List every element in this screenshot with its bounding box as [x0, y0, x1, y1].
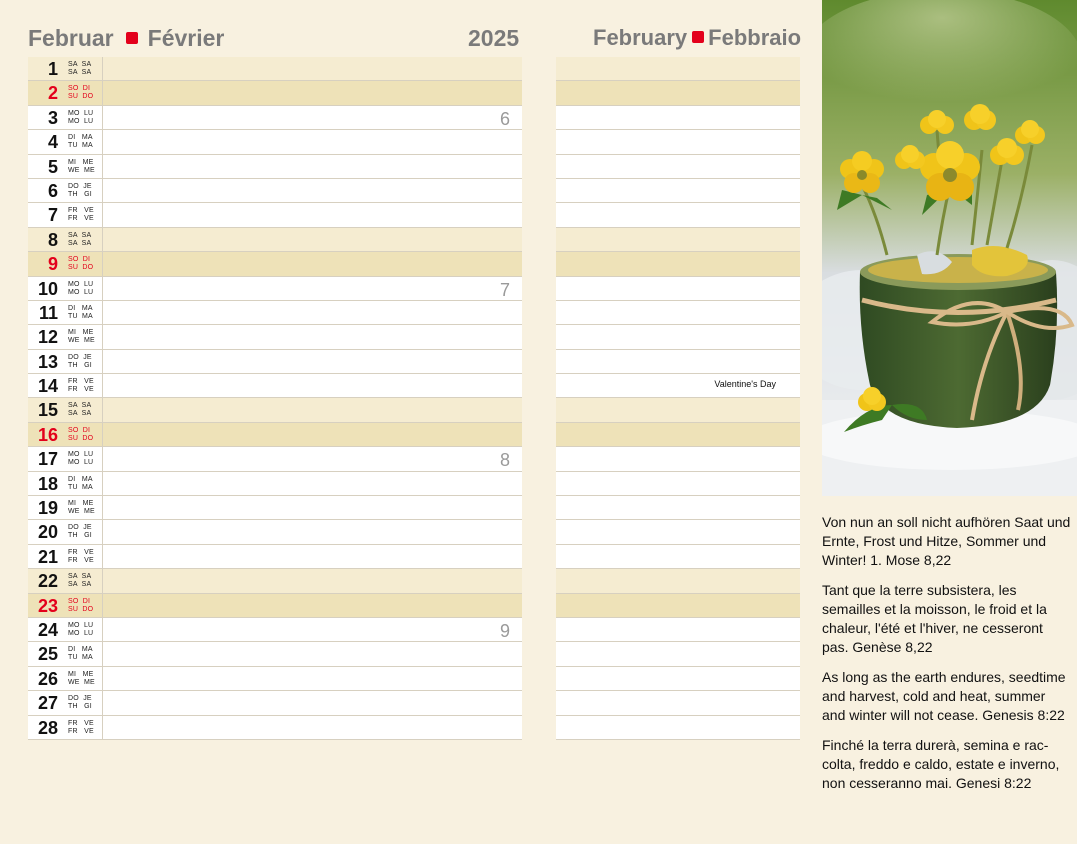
red-square-icon [692, 31, 704, 43]
row-divider [102, 155, 103, 178]
day-number: 5 [47, 156, 58, 177]
weekday-abbreviations [68, 281, 93, 297]
weekday-line-de-fr: SA SA [68, 61, 92, 68]
row-divider [102, 350, 103, 373]
month-title-right [593, 24, 801, 52]
verse-german: Von nun an soll nicht aufhören Saat und Ernte, Frost und Hitze, Sommer und Winter! 1. Mose 8,22 [822, 514, 1071, 568]
calendar-row-right[interactable] [556, 179, 800, 203]
calendar-row-left[interactable] [28, 228, 522, 252]
weekday-line-en-it: WE ME [68, 337, 95, 345]
weekday-line-en-it: TH GI [68, 703, 92, 711]
weekday-line-de-fr: FR VE [68, 207, 94, 215]
row-divider [102, 716, 103, 739]
verse-italian: Finché la terra durerà, semina e raccolta, freddo e caldo, estate e inverno, non cesseranno mai. Genesi 8:22 [822, 737, 1060, 791]
weekday-line-de-fr: MI ME [68, 500, 94, 508]
day-number: 13 [37, 351, 58, 372]
weekday-line-en-it: TU MA [68, 312, 93, 320]
weekday-abbreviations [68, 671, 95, 687]
calendar-row-right[interactable] [556, 81, 800, 105]
row-divider [102, 520, 103, 543]
weekday-line-en-it: TH GI [68, 190, 92, 198]
row-divider [102, 374, 103, 397]
weekday-line-en-it: FR VE [68, 556, 94, 564]
month-name-french: Février [147, 25, 225, 51]
weekday-line-de-fr: FR VE [68, 548, 94, 556]
row-divider [102, 472, 103, 495]
week-number: 9 [499, 620, 510, 641]
calendar-row-left[interactable] [28, 350, 522, 374]
week-number: 8 [499, 450, 510, 471]
weekday-abbreviations [68, 183, 92, 199]
calendar-row-right[interactable] [556, 277, 800, 301]
day-number: 16 [37, 424, 58, 445]
weekday-abbreviations [68, 402, 91, 418]
weekday-line-de-fr: SO DI [68, 426, 91, 434]
month-name-english: February [593, 25, 688, 50]
calendar-row-left[interactable] [28, 716, 522, 740]
weekday-line-en-it: FR VE [68, 215, 94, 223]
calendar-row-left[interactable] [28, 106, 522, 130]
weekday-line-en-it: SA SA [68, 410, 92, 418]
day-number: 25 [37, 644, 58, 665]
weekday-line-en-it: WE ME [68, 166, 95, 174]
weekday-abbreviations [68, 573, 91, 589]
weekday-abbreviations [68, 85, 93, 101]
weekday-abbreviations [68, 622, 93, 638]
calendar-row-left[interactable] [28, 545, 522, 569]
weekday-abbreviations [68, 61, 91, 77]
row-divider [102, 252, 103, 275]
day-number: 24 [37, 619, 58, 640]
weekday-abbreviations [68, 695, 92, 711]
bible-verses [822, 513, 1072, 804]
day-number: 7 [47, 205, 58, 226]
day-number: 23 [37, 595, 58, 616]
calendar-row-right[interactable] [556, 57, 800, 81]
weekday-line-en-it: MO LU [68, 459, 94, 467]
weekday-abbreviations [68, 207, 94, 223]
calendar-row-right[interactable] [556, 472, 800, 496]
day-number: 14 [37, 376, 58, 397]
day-number: 10 [37, 278, 58, 299]
calendar-row-left[interactable] [28, 301, 522, 325]
weekday-line-de-fr: SO DI [68, 597, 91, 605]
calendar-row-left[interactable] [28, 691, 522, 715]
weekday-abbreviations [68, 305, 93, 321]
calendar-row-left[interactable] [28, 277, 522, 301]
calendar-row-right[interactable] [556, 325, 800, 349]
weekday-abbreviations [68, 134, 93, 150]
weekday-line-de-fr: MI ME [68, 670, 94, 678]
calendar-row-right[interactable] [556, 155, 800, 179]
weekday-line-en-it: FR VE [68, 727, 94, 735]
calendar-row-right[interactable] [556, 594, 800, 618]
weekday-line-de-fr: MI ME [68, 158, 94, 166]
weekday-line-en-it: MO LU [68, 117, 94, 125]
weekday-abbreviations [68, 500, 95, 516]
calendar-row-right[interactable] [556, 301, 800, 325]
day-number: 9 [47, 254, 58, 275]
calendar-row-right[interactable] [556, 398, 800, 422]
weekday-line-de-fr: FR VE [68, 378, 94, 386]
weekday-abbreviations [68, 329, 95, 345]
row-divider [102, 423, 103, 446]
row-divider [102, 277, 103, 300]
weekday-abbreviations [68, 524, 92, 540]
weekday-abbreviations [68, 159, 95, 175]
calendar-row-right[interactable] [556, 106, 800, 130]
calendar-row-right[interactable] [556, 228, 800, 252]
calendar-row-left[interactable] [28, 398, 522, 422]
week-number: 6 [499, 108, 510, 129]
row-divider [102, 179, 103, 202]
calendar-row-left[interactable] [28, 423, 522, 447]
day-number: 8 [47, 229, 58, 250]
calendar-row-left[interactable] [28, 325, 522, 349]
row-divider [102, 594, 103, 617]
calendar-row-left[interactable] [28, 203, 522, 227]
row-divider [102, 81, 103, 104]
calendar-row-right[interactable] [556, 350, 800, 374]
weekday-abbreviations [68, 427, 93, 443]
day-number: 19 [37, 498, 58, 519]
calendar-row-right[interactable] [556, 691, 800, 715]
calendar-row-left[interactable] [28, 81, 522, 105]
calendar-row-left[interactable] [28, 155, 522, 179]
verse-english: As long as the earth endures, seedtime and harvest, cold and heat, summer and winter will not cease. Genesis 8:22 [822, 669, 1066, 723]
weekday-line-de-fr: SA SA [68, 231, 92, 239]
weekday-abbreviations [68, 256, 93, 272]
calendar-row-right[interactable] [556, 618, 800, 642]
weekday-line-en-it: TH GI [68, 532, 92, 540]
weekday-line-en-it: SA SA [68, 581, 92, 589]
calendar-row-left[interactable] [28, 179, 522, 203]
row-divider [102, 106, 103, 129]
holiday-note: Valentine's Day [714, 379, 776, 390]
calendar-row-right[interactable] [556, 545, 800, 569]
weekday-line-de-fr: MO LU [68, 109, 94, 117]
day-number: 27 [37, 693, 58, 714]
weekday-line-de-fr: FR VE [68, 719, 94, 727]
row-divider [102, 667, 103, 690]
row-divider [102, 398, 103, 421]
weekday-line-en-it: TU MA [68, 654, 93, 662]
day-number: 21 [37, 546, 58, 567]
row-divider [102, 618, 103, 641]
calendar-row-left[interactable] [28, 472, 522, 496]
calendar-row-left[interactable] [28, 374, 522, 398]
calendar-row-right[interactable] [556, 716, 800, 740]
weekday-abbreviations [68, 720, 94, 736]
weekday-line-en-it: SU DO [68, 264, 94, 272]
weekday-line-de-fr: MO LU [68, 451, 94, 459]
weekday-abbreviations [68, 476, 93, 492]
calendar-grid-right [556, 57, 800, 740]
day-number: 6 [47, 180, 58, 201]
day-number: 18 [37, 473, 58, 494]
winter-aconite-flowers-in-glass-jar-photo [822, 0, 1077, 496]
calendar-row-left[interactable] [28, 252, 522, 276]
calendar-row-left[interactable] [28, 57, 522, 81]
day-number: 4 [47, 132, 58, 153]
calendar-row-right[interactable] [556, 203, 800, 227]
weekday-abbreviations [68, 549, 94, 565]
calendar-row-right[interactable] [556, 423, 800, 447]
calendar-row-left[interactable] [28, 520, 522, 544]
calendar-row-left[interactable] [28, 130, 522, 154]
weekday-line-de-fr: DO JE [68, 182, 92, 190]
week-number: 7 [499, 279, 510, 300]
calendar-row-left[interactable] [28, 642, 522, 666]
calendar-row-right[interactable] [556, 667, 800, 691]
day-number: 2 [47, 83, 58, 104]
calendar-row-left[interactable] [28, 447, 522, 471]
row-divider [102, 447, 103, 470]
calendar-row-left[interactable] [28, 594, 522, 618]
weekday-line-de-fr: SA SA [68, 402, 92, 410]
weekday-line-en-it: FR VE [68, 386, 94, 394]
weekday-line-de-fr: DO JE [68, 524, 92, 532]
calendar-row-right[interactable] [556, 496, 800, 520]
calendar-row-right[interactable] [556, 642, 800, 666]
day-number: 1 [47, 59, 58, 79]
row-divider [102, 496, 103, 519]
calendar-grid-left [28, 57, 522, 740]
calendar-row-right[interactable] [556, 520, 800, 544]
red-square-icon [126, 32, 138, 44]
calendar-row-left[interactable] [28, 618, 522, 642]
weekday-abbreviations [68, 598, 93, 614]
weekday-line-en-it: SU DO [68, 93, 94, 101]
day-number: 15 [37, 400, 58, 421]
weekday-line-de-fr: SA SA [68, 573, 92, 581]
weekday-line-en-it: TU MA [68, 483, 93, 491]
day-number: 26 [37, 668, 58, 689]
weekday-line-en-it: TH GI [68, 361, 92, 369]
day-number: 17 [37, 449, 58, 470]
row-divider [102, 545, 103, 568]
row-divider [102, 130, 103, 153]
weekday-line-de-fr: DO JE [68, 695, 92, 703]
weekday-line-de-fr: SO DI [68, 256, 91, 264]
year-label: 2025 [468, 25, 520, 51]
day-number: 20 [37, 522, 58, 543]
month-name-german: Februar [28, 25, 114, 51]
weekday-line-de-fr: SO DI [68, 85, 91, 93]
weekday-line-en-it: SA SA [68, 69, 92, 76]
weekday-line-en-it: TU MA [68, 142, 93, 150]
day-number: 3 [47, 107, 58, 128]
weekday-line-de-fr: DI MA [68, 646, 93, 654]
weekday-line-de-fr: MO LU [68, 621, 94, 629]
row-divider [102, 228, 103, 251]
weekday-line-de-fr: DO JE [68, 353, 92, 361]
weekday-abbreviations [68, 378, 94, 394]
weekday-line-en-it: WE ME [68, 678, 95, 686]
calendar-row-right[interactable] [556, 447, 800, 471]
weekday-line-en-it: WE ME [68, 508, 95, 516]
calendar-row-right[interactable] [556, 569, 800, 593]
weekday-abbreviations [68, 232, 91, 248]
row-divider [102, 569, 103, 592]
weekday-line-en-it: SA SA [68, 239, 92, 247]
weekday-line-de-fr: DI MA [68, 134, 93, 142]
weekday-line-de-fr: MO LU [68, 280, 94, 288]
day-number: 28 [37, 717, 58, 738]
weekday-line-en-it: SU DO [68, 605, 94, 613]
row-divider [102, 642, 103, 665]
weekday-abbreviations [68, 451, 93, 467]
weekday-line-de-fr: DI MA [68, 475, 93, 483]
calendar-row-right[interactable] [556, 130, 800, 154]
weekday-abbreviations [68, 110, 93, 126]
month-name-italian: Febbraio [708, 25, 802, 50]
calendar-row-right[interactable] [556, 374, 800, 398]
weekday-abbreviations [68, 354, 92, 370]
verse-french: Tant que la terre subsistera, les semailles et la moisson, le froid et la chaleur, l'été et l'hiver, ne cesseront pas. Genèse 8,22 [822, 582, 1047, 655]
row-divider [102, 691, 103, 714]
row-divider [102, 325, 103, 348]
weekday-line-de-fr: MI ME [68, 329, 94, 337]
calendar-row-left[interactable] [28, 569, 522, 593]
row-divider [102, 301, 103, 324]
day-number: 11 [38, 302, 58, 323]
row-divider [102, 203, 103, 226]
flower-photo [822, 0, 1077, 496]
weekday-line-de-fr: DI MA [68, 304, 93, 312]
day-number: 22 [37, 571, 58, 592]
day-number: 12 [37, 327, 58, 348]
calendar-row-left[interactable] [28, 496, 522, 520]
calendar-row-left[interactable] [28, 667, 522, 691]
weekday-abbreviations [68, 646, 93, 662]
row-divider [102, 57, 103, 80]
month-title-left [28, 24, 224, 52]
weekday-line-en-it: MO LU [68, 629, 94, 637]
calendar-row-right[interactable] [556, 252, 800, 276]
weekday-line-en-it: MO LU [68, 288, 94, 296]
weekday-line-en-it: SU DO [68, 434, 94, 442]
